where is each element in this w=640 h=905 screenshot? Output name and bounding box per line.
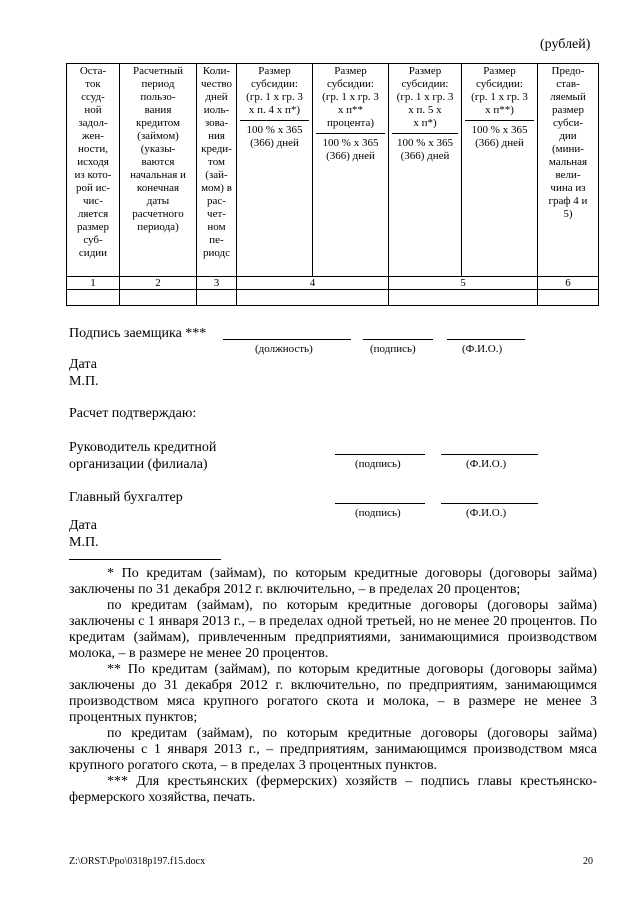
position-caption: (должность)	[255, 343, 313, 355]
position-line	[223, 325, 351, 340]
column-number: 1	[67, 277, 120, 290]
accountant-name-line	[441, 489, 538, 504]
column-number: 4	[237, 277, 389, 290]
head-name-line	[441, 440, 538, 455]
table-cell	[538, 290, 599, 306]
head-label-1: Руководитель кредитной	[69, 440, 217, 455]
confirm-label: Расчет подтверждаю:	[69, 406, 197, 421]
borrower-signature-label: Подпись заемщика ***	[69, 326, 207, 341]
header-cell: Расчетный период пользо- вания кредитом (займом) (указы- ваются начальная и конечная даты расчетного периода)	[120, 64, 197, 277]
page-number: 20	[583, 856, 593, 867]
header-cell: Размер субсидии: (гр. 1 х гр. 3 х п** процента) 100 % х 365 (366) дней	[313, 64, 389, 277]
table-cell	[197, 290, 237, 306]
header-cell: Размер субсидии: (гр. 1 х гр. 3 х п. 5 х х п*) 100 % х 365 (366) дней	[389, 64, 462, 277]
date-label: Дата	[69, 357, 97, 372]
table-cell	[67, 290, 120, 306]
footnote-3: *** Для крестьянских (фермерских) хозяйств – подпись главы крестьянско-фермерского хозяйства, печать.	[69, 774, 597, 805]
units-label: (рублей)	[540, 37, 591, 52]
header-cell: Размер субсидии: (гр. 1 х гр. 3 х п**) 100 % х 365 (366) дней	[462, 64, 538, 277]
head-signature-caption: (подпись)	[355, 458, 401, 470]
head-name-caption: (Ф.И.О.)	[466, 458, 507, 470]
stamp-label: М.П.	[69, 374, 99, 389]
column-number: 5	[389, 277, 538, 290]
name-line	[447, 325, 525, 340]
signature-caption: (подпись)	[370, 343, 416, 355]
footnote-2: ** По кредитам (займам), по которым кредитные договоры (договоры займа) заключены до 31 декабря 2012 г. включительно, по предприятиям, занимающимся производством мяса крупного рогатого скота и молока, – в размере не менее 3 процентных пунктов;	[69, 662, 597, 725]
signature-line	[363, 325, 433, 340]
table-cell	[389, 290, 538, 306]
table-number-row	[67, 277, 599, 290]
file-path: Z:\ORST\Ppo\0318p197.f15.docx	[69, 856, 206, 867]
table-cell	[237, 290, 389, 306]
confirm-stamp-label: М.П.	[69, 535, 99, 550]
subsidy-table	[66, 63, 599, 306]
head-signature-line	[335, 440, 425, 455]
accountant-name-caption: (Ф.И.О.)	[466, 507, 507, 519]
footnote-1: * По кредитам (займам), по которым кредитные договоры (договоры займа) заключены по 31 декабря 2012 г. включительно, – в пределах 20 процентов;	[69, 566, 597, 597]
confirm-date-label: Дата	[69, 518, 97, 533]
header-cell: Коли- чество дней иоль- зова- ния креди- том (зай- мом) в рас- чет- ном пе- риодс	[197, 64, 237, 277]
name-caption: (Ф.И.О.)	[462, 343, 503, 355]
accountant-signature-line	[335, 489, 425, 504]
footnote-separator	[69, 559, 221, 560]
table-cell	[120, 290, 197, 306]
accountant-signature-caption: (подпись)	[355, 507, 401, 519]
head-label-2: организации (филиала)	[69, 457, 208, 472]
table-row	[67, 290, 599, 306]
footnote-1b: по кредитам (займам), по которым кредитные договоры (договоры займа) заключены с 1 января 2013 г., – в пределах одной третьей, но не менее 20 процентов. По кредитам (займам), привлеченным предприятиями, занимающимися производством молока, – в размере не менее 20 процентов.	[69, 598, 597, 661]
header-cell: Предо- став- ляемый размер субси- дии (мини- мальная вели- чина из граф 4 и 5)	[538, 64, 599, 277]
header-cell: Оста- ток ссуд- ной задол- жен- ности, исходя из кото- рой ис- чис- ляется размер суб- сидии	[67, 64, 120, 277]
column-number: 6	[538, 277, 599, 290]
table-header-row	[67, 64, 599, 277]
header-cell: Размер субсидии: (гр. 1 х гр. 3 х п. 4 х п*) 100 % х 365 (366) дней	[237, 64, 313, 277]
footnotes	[69, 566, 597, 806]
footnote-2b: по кредитам (займам), по которым кредитные договоры (договоры займа) заключены с 1 января 2013 г., – предприятиям, занимающимся производством мяса крупного рогатого скота, – в пределах 3 процентных пунктов.	[69, 726, 597, 773]
column-number: 3	[197, 277, 237, 290]
column-number: 2	[120, 277, 197, 290]
accountant-label: Главный бухгалтер	[69, 490, 183, 505]
